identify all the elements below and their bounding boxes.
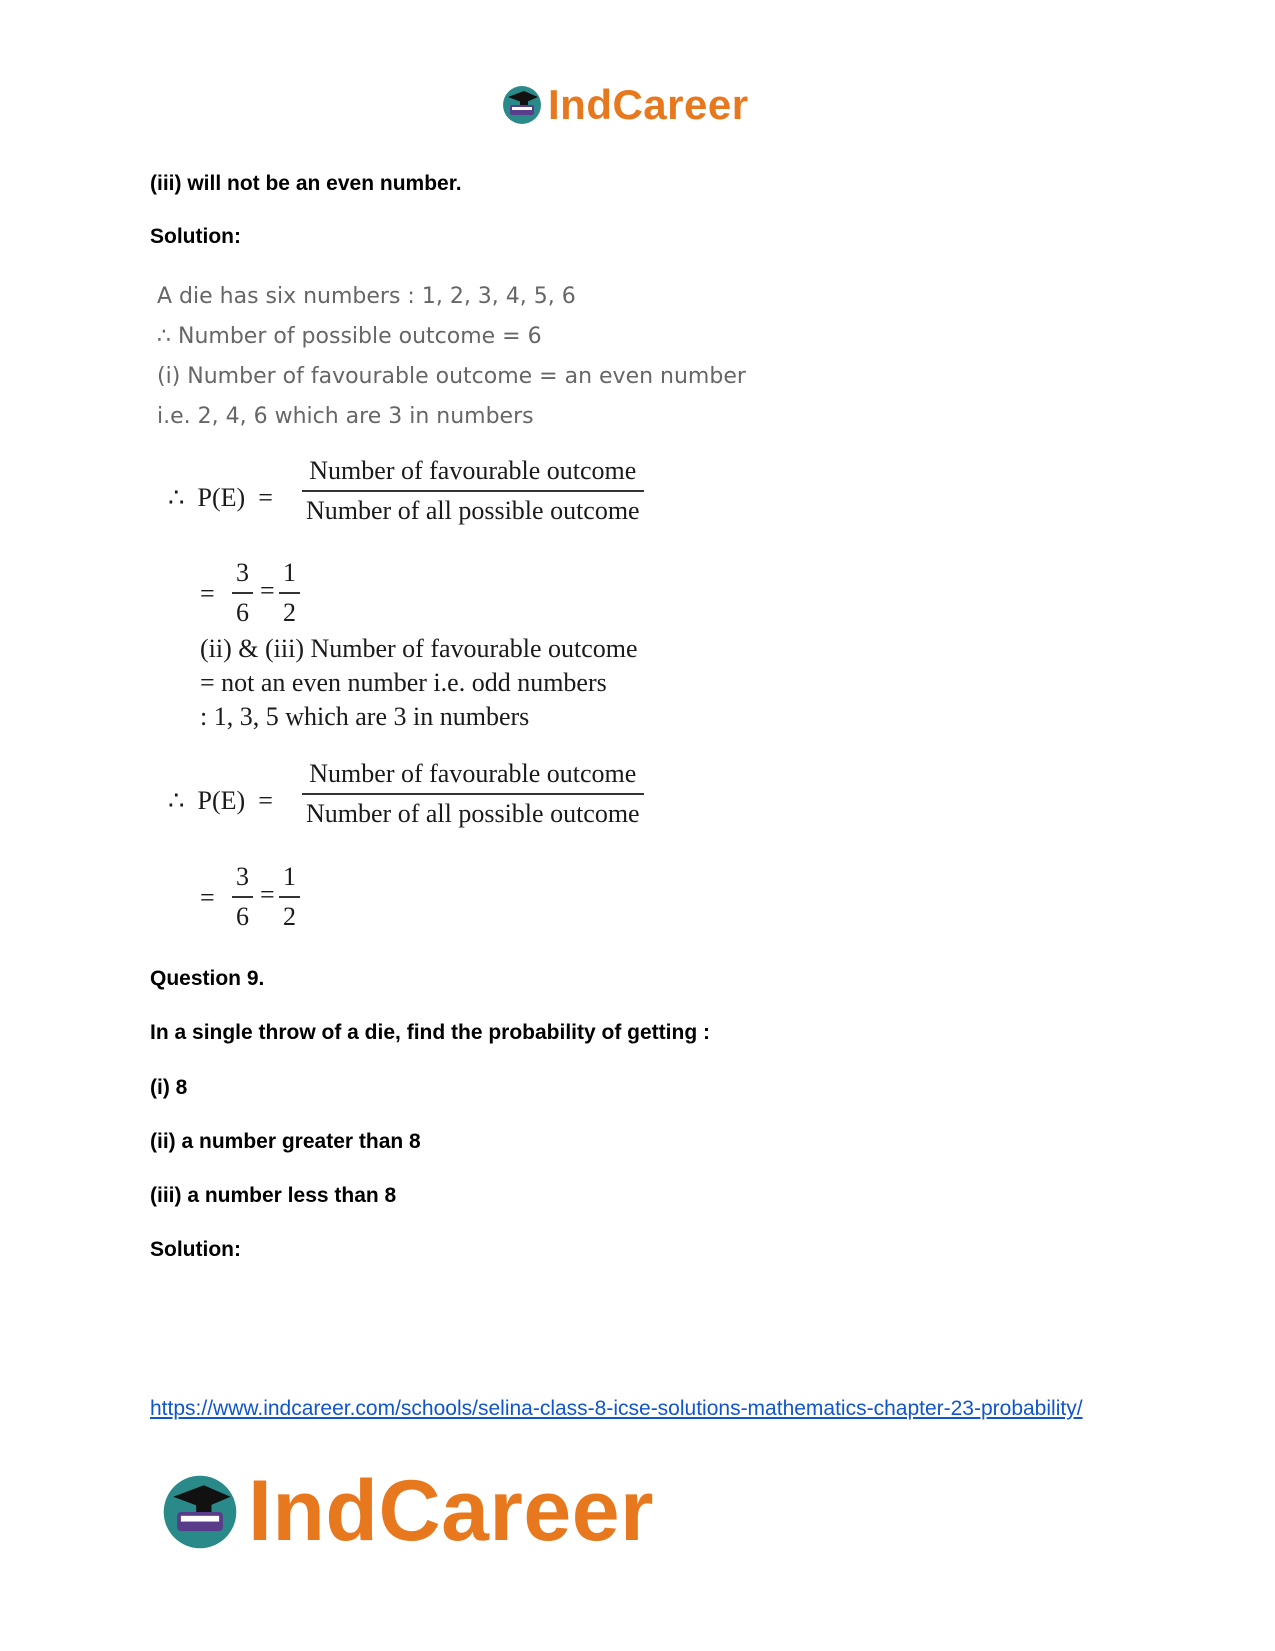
logo-text: IndCareer (548, 81, 749, 128)
graduation-cap-book-icon (500, 83, 544, 127)
fraction-bar (279, 896, 300, 898)
solution-heading: Solution: (150, 1238, 241, 1261)
fraction-denominator: 2 (283, 902, 296, 931)
pe-label: P(E) (197, 786, 246, 815)
equals-sign: = (200, 883, 215, 912)
fraction-bar (302, 490, 644, 492)
fraction-denominator: 2 (283, 598, 296, 627)
source-link[interactable]: https://www.indcareer.com/schools/selina-class-8-icse-solutions-mathematics-chapter-23-probability/ (150, 1397, 1083, 1420)
fraction-denominator: 6 (236, 902, 249, 931)
equals-sign: = (260, 576, 275, 605)
fraction-numerator: 3 (236, 862, 249, 891)
fraction-1-2 (279, 862, 300, 932)
pe-label: P(E) (197, 483, 246, 512)
question-part: (i) 8 (150, 1076, 188, 1099)
probability-fraction (302, 759, 644, 829)
equals-sign: = (200, 579, 215, 608)
footer-logo (158, 1462, 654, 1561)
header-logo (500, 80, 749, 130)
solution-line: (i) Number of favourable outcome = an even number (157, 364, 746, 389)
part-iii-text: (iii) will not be an even number. (150, 172, 462, 195)
fraction-numerator: Number of favourable outcome (309, 456, 637, 485)
solution-line: = not an even number i.e. odd numbers (200, 668, 607, 697)
question-text: In a single throw of a die, find the probability of getting : (150, 1021, 710, 1044)
fraction-bar (279, 592, 300, 594)
graduation-cap-book-icon (158, 1470, 242, 1554)
formula-lhs (168, 786, 273, 816)
fraction-numerator: 3 (236, 558, 249, 587)
solution-line: A die has six numbers : 1, 2, 3, 4, 5, 6 (157, 284, 576, 309)
therefore-symbol: ∴ (168, 483, 185, 512)
equals-sign: = (258, 786, 273, 815)
fraction-bar (302, 793, 644, 795)
fraction-3-6 (232, 862, 253, 932)
fraction-denominator: Number of all possible outcome (306, 496, 640, 525)
question-part: (iii) a number less than 8 (150, 1184, 397, 1207)
probability-fraction (302, 456, 644, 526)
solution-heading: Solution: (150, 225, 241, 248)
formula-lhs (168, 483, 273, 513)
question-heading: Question 9. (150, 967, 265, 990)
fraction-bar (232, 592, 253, 594)
solution-line: ∴ Number of possible outcome = 6 (157, 324, 542, 349)
equals-sign: = (258, 483, 273, 512)
logo-text: IndCareer (248, 1463, 654, 1559)
solution-line: (ii) & (iii) Number of favourable outcome (200, 634, 638, 663)
therefore-symbol: ∴ (168, 786, 185, 815)
solution-line: i.e. 2, 4, 6 which are 3 in numbers (157, 404, 534, 429)
fraction-denominator: 6 (236, 598, 249, 627)
fraction-numerator: 1 (283, 558, 296, 587)
question-part: (ii) a number greater than 8 (150, 1130, 421, 1153)
solution-line: : 1, 3, 5 which are 3 in numbers (200, 702, 530, 731)
fraction-bar (232, 896, 253, 898)
fraction-numerator: Number of favourable outcome (309, 759, 637, 788)
fraction-3-6 (232, 558, 253, 628)
fraction-numerator: 1 (283, 862, 296, 891)
equals-sign: = (260, 880, 275, 909)
fraction-1-2 (279, 558, 300, 628)
fraction-denominator: Number of all possible outcome (306, 799, 640, 828)
